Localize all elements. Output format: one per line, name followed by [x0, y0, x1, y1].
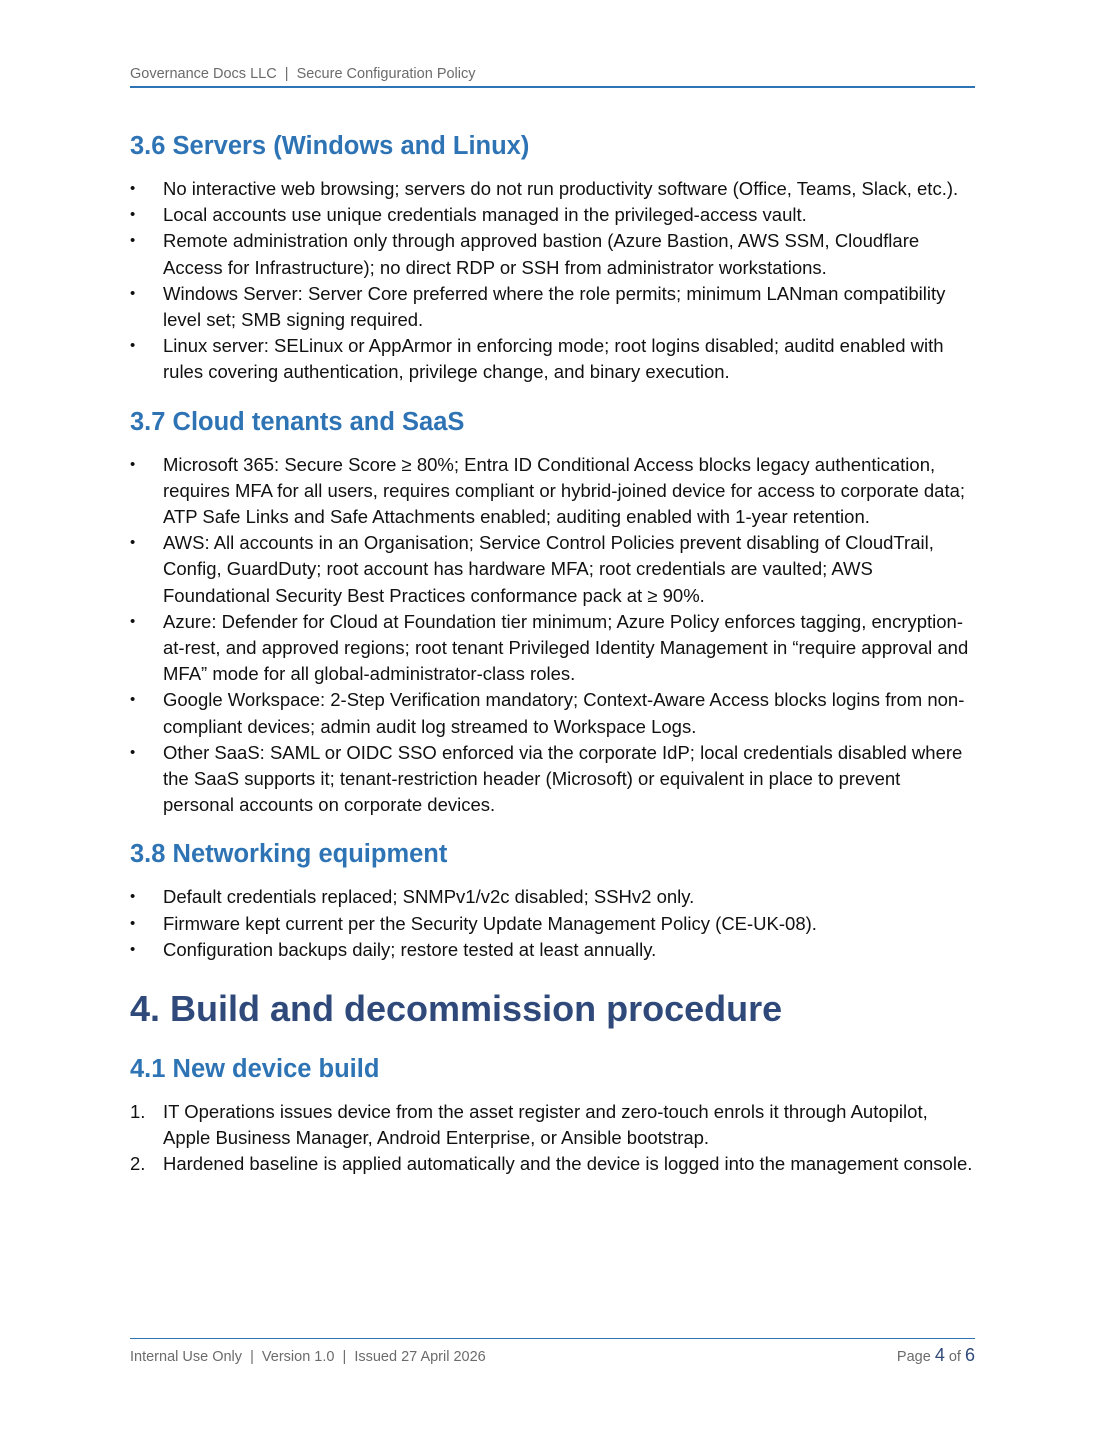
- bullet-icon: •: [130, 455, 136, 473]
- numbered-item: [130, 1099, 975, 1151]
- bullet-icon: •: [130, 914, 136, 932]
- list-item-text: Local accounts use unique credentials managed in the privileged-access vault.: [163, 204, 807, 226]
- page-header: [130, 66, 975, 88]
- page-current: 4: [934, 1345, 945, 1365]
- list-item-text: Linux server: SELinux or AppArmor in enforcing mode; root logins disabled; auditd enabled with rules covering authentication, privilege change, and binary execution.: [163, 335, 944, 383]
- bullet-icon: •: [130, 206, 136, 224]
- list-item-text: AWS: All accounts in an Organisation; Service Control Policies prevent disabling of CloudTrail, Config, GuardDuty; root account has hardware MFA; root credentials are vaulted; AWS Foundational Security Best Practices conformance pack at ≥ 90%.: [163, 532, 934, 606]
- list-item-text: Microsoft 365: Secure Score ≥ 80%; Entra ID Conditional Access blocks legacy authentication, requires MFA for all users, requires compliant or hybrid-joined device for access to corporate data; ATP Safe Links and Safe Attachments enabled; auditing enabled with 1-year retention.: [163, 453, 966, 528]
- bullet-icon: •: [130, 232, 136, 250]
- list-item: [130, 176, 975, 202]
- item-number: 1.: [130, 1101, 146, 1123]
- numbered-list-device-build: [130, 1099, 975, 1178]
- list-item-text: Default credentials replaced; SNMPv1/v2c disabled; SSHv2 only.: [163, 886, 695, 908]
- footer-info: Internal Use Only | Version 1.0 | Issued 27 April 2026: [130, 1349, 486, 1365]
- bullet-icon: •: [130, 743, 136, 761]
- list-item-text: No interactive web browsing; servers do not run productivity software (Office, Teams, Slack, etc.).: [163, 178, 959, 199]
- list-item: [130, 609, 975, 688]
- page-footer: [130, 1338, 975, 1366]
- section-heading-3-6: 3.6 Servers (Windows and Linux): [130, 132, 530, 160]
- list-item-text: Google Workspace: 2-Step Verification mandatory; Context-Aware Access blocks logins from non-compliant devices; admin audit log streamed to Workspace Logs.: [163, 689, 965, 737]
- list-item: [130, 740, 975, 819]
- item-number: 2.: [130, 1153, 146, 1175]
- section-heading-4-1: 4.1 New device build: [130, 1055, 380, 1084]
- list-item: [130, 452, 975, 531]
- section-heading-3-8: 3.8 Networking equipment: [130, 840, 448, 869]
- list-item-text: Firmware kept current per the Security Update Management Policy (CE-UK-08).: [163, 912, 817, 934]
- bullet-icon: •: [130, 888, 136, 906]
- list-item-text: Configuration backups daily; restore tested at least annually.: [163, 938, 657, 960]
- bullet-list-networking: [130, 884, 975, 963]
- page-of: of: [948, 1349, 961, 1365]
- list-item: [130, 281, 975, 333]
- document-body: [130, 128, 975, 1178]
- section-heading-3-7: 3.7 Cloud tenants and SaaS: [130, 407, 465, 436]
- header-text: Governance Docs LLC | Secure Configuration Policy: [130, 66, 476, 82]
- chapter-heading-4: 4. Build and decommission procedure: [130, 988, 783, 1030]
- list-item: [130, 884, 975, 910]
- list-item-text: Windows Server: Server Core preferred where the role permits; minimum LANman compatibility level set; SMB signing required.: [163, 282, 946, 331]
- bullet-icon: •: [130, 612, 136, 630]
- page-total: 6: [964, 1345, 975, 1365]
- page-indicator: [897, 1345, 975, 1366]
- numbered-item-text: IT Operations issues device from the asset register and zero-touch enrols it through Autopilot, Apple Business Manager, Android Enterprise, or Ansible bootstrap.: [163, 1101, 928, 1149]
- bullet-list-servers: [130, 176, 975, 386]
- page-label: Page: [896, 1349, 931, 1365]
- list-item-text: Remote administration only through approved bastion (Azure Bastion, AWS SSM, Cloudflare Access for Infrastructure); no direct RDP or SSH from administrator workstations.: [163, 230, 920, 278]
- list-item: [130, 228, 975, 280]
- bullet-list-cloud: [130, 452, 975, 819]
- list-item: [130, 911, 975, 937]
- bullet-icon: •: [130, 534, 136, 552]
- list-item: [130, 687, 975, 739]
- numbered-item: [130, 1151, 975, 1177]
- list-item-text: Other SaaS: SAML or OIDC SSO enforced via the corporate IdP; local credentials disabled where the SaaS supports it; tenant-restriction header (Microsoft) or equivalent in place to prevent personal accounts on corporate devices.: [163, 741, 963, 816]
- numbered-item-text: Hardened baseline is applied automatically and the device is logged into the management console.: [163, 1153, 973, 1175]
- bullet-icon: •: [130, 180, 136, 197]
- list-item: [130, 333, 975, 385]
- bullet-icon: •: [130, 691, 136, 709]
- list-item: [130, 202, 975, 228]
- list-item-text: Azure: Defender for Cloud at Foundation tier minimum; Azure Policy enforces tagging, encryption-at-rest, and approved regions; root tenant Privileged Identity Management in “require approval and MFA” mode for all global-administrator-class roles.: [163, 610, 969, 685]
- bullet-icon: •: [130, 940, 136, 958]
- bullet-icon: •: [130, 337, 136, 355]
- bullet-icon: •: [130, 284, 136, 302]
- list-item: [130, 530, 975, 609]
- list-item: [130, 937, 975, 963]
